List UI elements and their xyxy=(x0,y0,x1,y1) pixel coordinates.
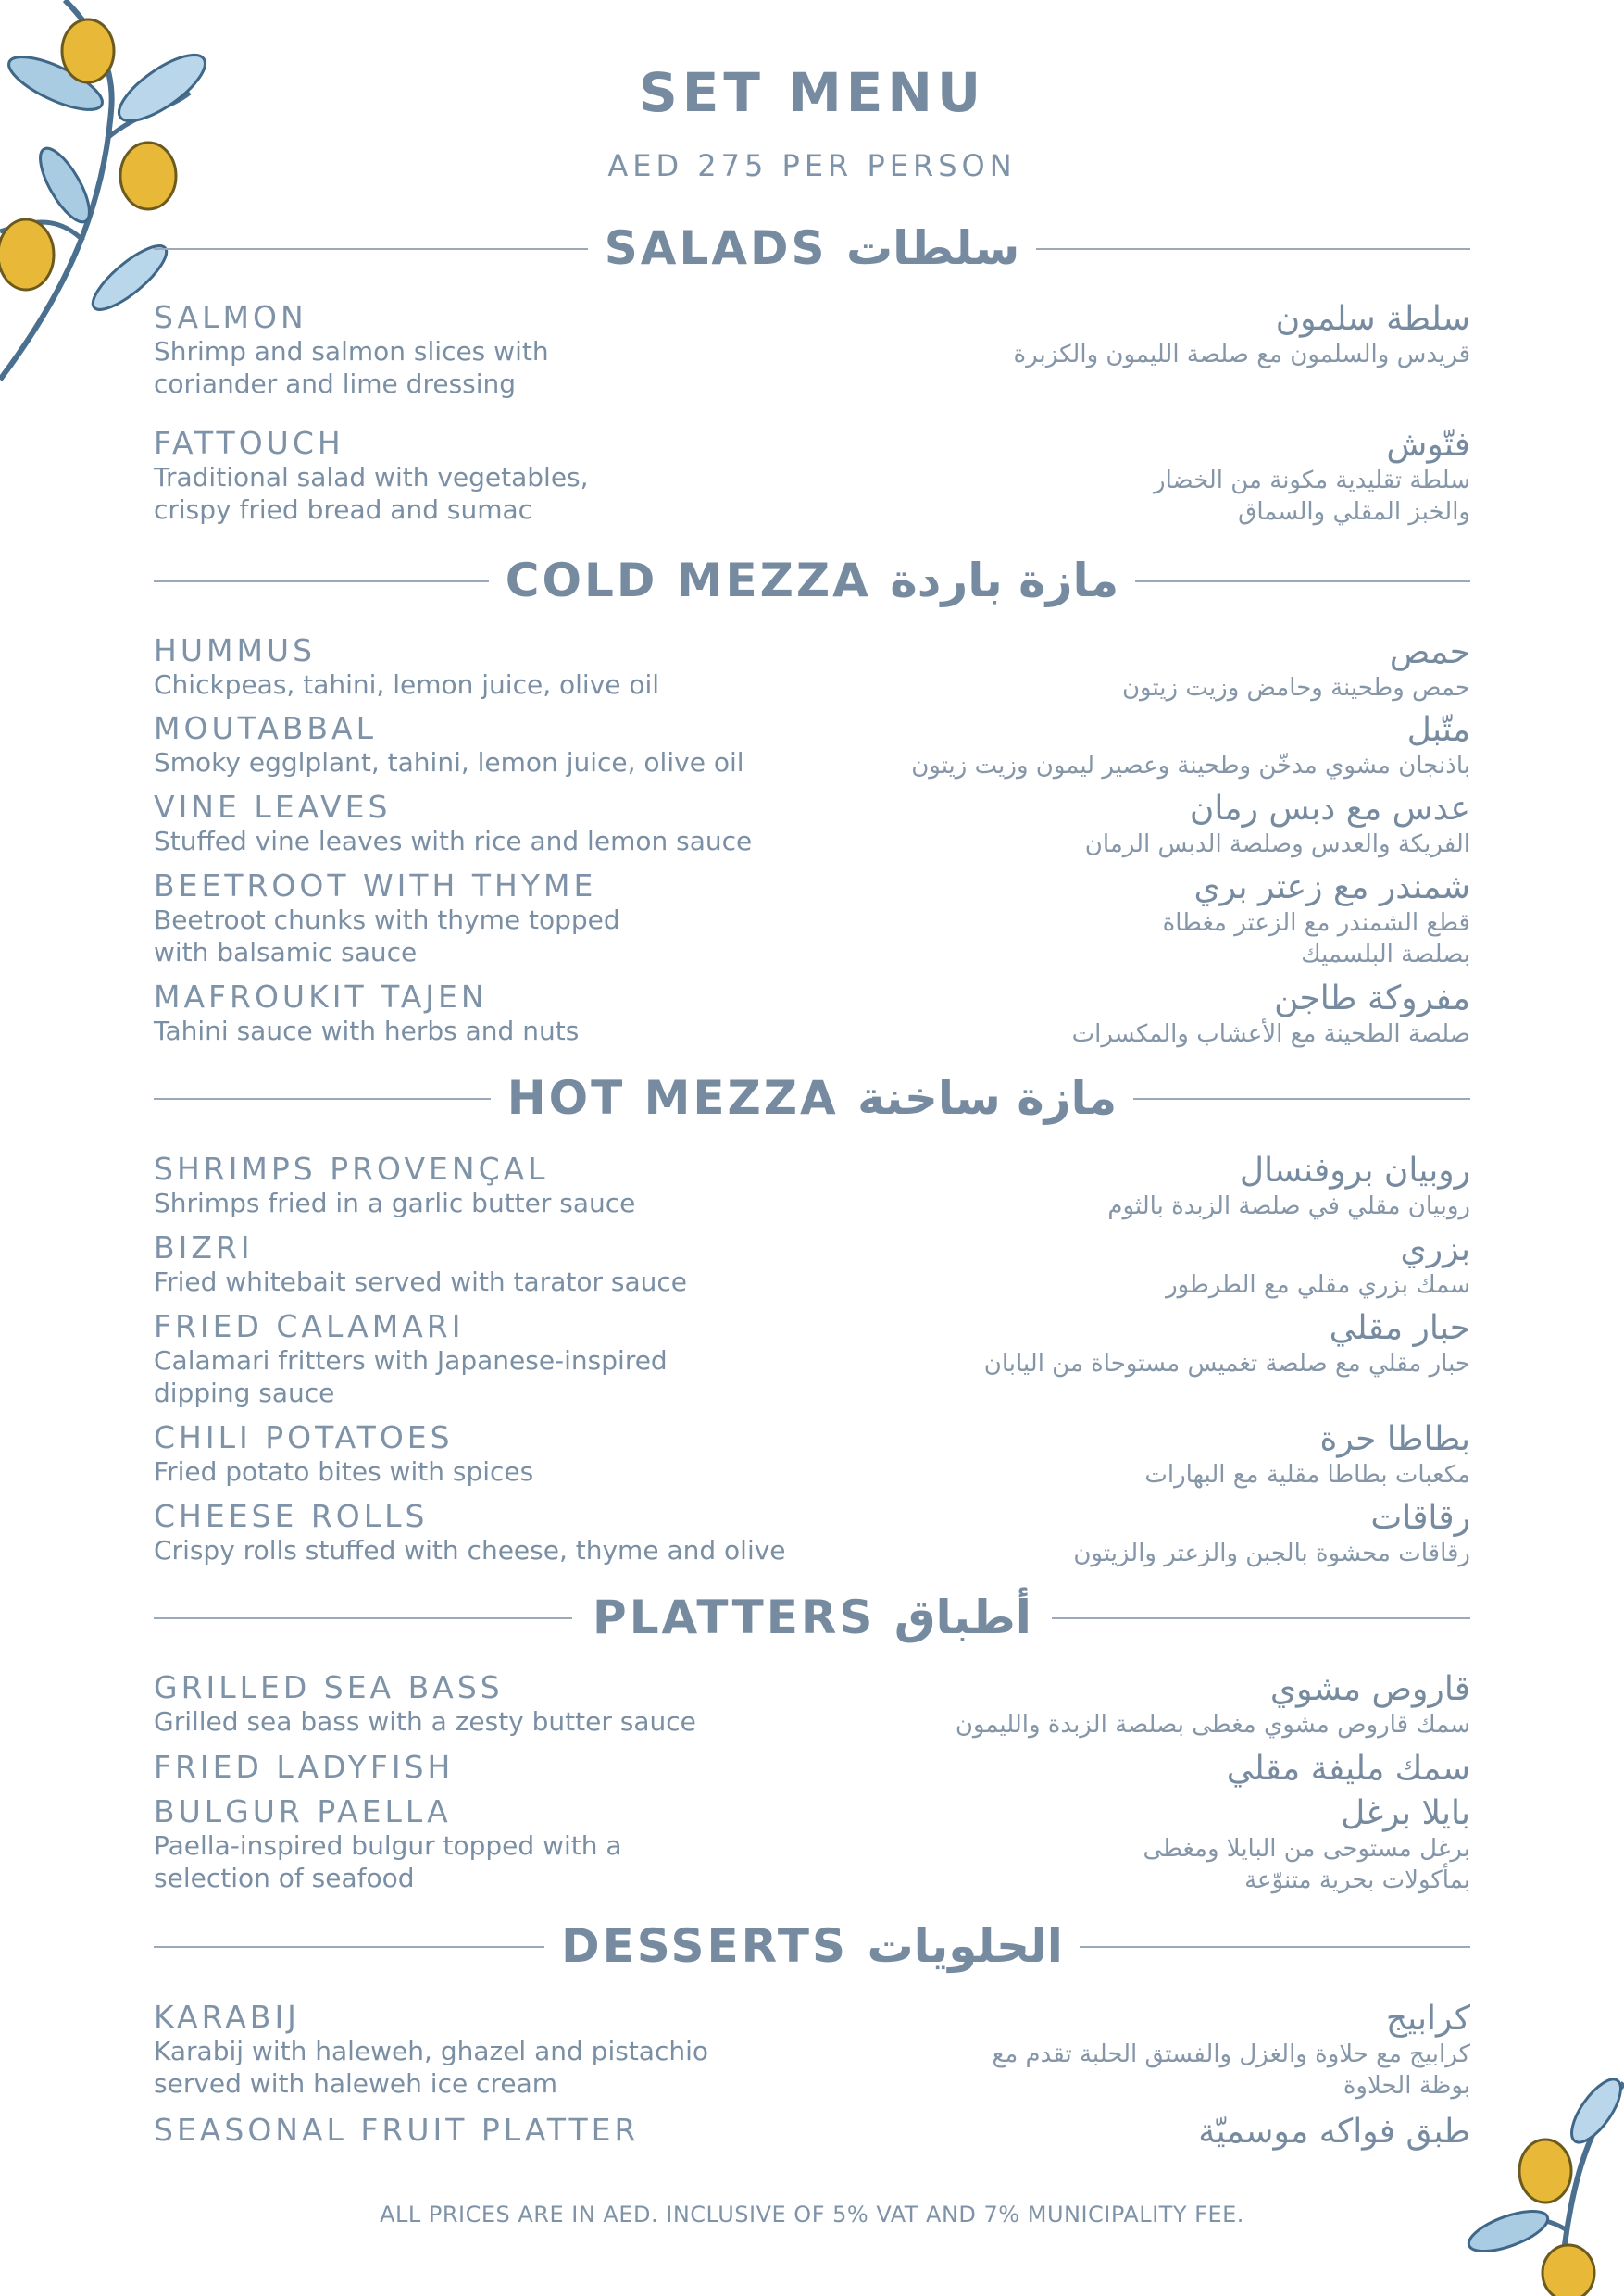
item-desc-ar: مكعبات بطاطا مقلية مع البهارات xyxy=(1144,1461,1470,1489)
item-desc-en: Crispy rolls stuffed with cheese, thyme and olive xyxy=(154,1535,786,1566)
item-desc-en: Paella-inspired bulgur topped with a selection of seafood xyxy=(154,1830,622,1893)
item-name-ar: كرابيج xyxy=(1385,2000,1470,2038)
section-platters-header xyxy=(154,1580,1470,1654)
item-name-ar: عدس مع دبس رمان xyxy=(1189,790,1470,828)
item-desc-ar: سمك بزري مقلي مع الطرطور xyxy=(1166,1271,1470,1299)
item-desc-en: Fried whitebait served with tarator sauce xyxy=(154,1267,688,1297)
item-name-en: MOUTABBAL xyxy=(154,710,378,746)
item-name-en: CHILI POTATOES xyxy=(154,1419,454,1455)
item-desc-ar: سلطة تقليدية مكونة من الخضار والخبز المقلي والسماق xyxy=(1154,467,1470,526)
section-title: SALADS سلطات xyxy=(154,211,1470,285)
item-name-en: FATTOUCH xyxy=(154,425,344,461)
item-desc-en: Beetroot chunks with thyme topped with balsamic sauce xyxy=(154,905,620,967)
footer-note: ALL PRICES ARE IN AED. INCLUSIVE OF 5% VAT AND 7% MUNICIPALITY FEE. xyxy=(380,2202,1244,2227)
item-name-ar: بطاطا حرة xyxy=(1319,1420,1470,1458)
item-desc-en: Tahini sauce with herbs and nuts xyxy=(154,1016,580,1046)
item-desc-en: Stuffed vine leaves with rice and lemon sauce xyxy=(154,826,753,856)
section-title: DESSERTS الحلويات xyxy=(154,1909,1470,1983)
item-name-ar: سلطة سلمون xyxy=(1275,300,1470,338)
item-name-ar: قاروص مشوي xyxy=(1269,1670,1470,1708)
item-desc-en: Grilled sea bass with a zesty butter sauce xyxy=(154,1706,696,1737)
item-desc-en: Shrimp and salmon slices with coriander and lime dressing xyxy=(154,336,549,399)
section-title: PLATTERS أطباق xyxy=(154,1580,1470,1654)
item-desc-ar: برغل مستوحى من البايلا ومغطى بمأكولات بحرية متنوّعة xyxy=(1143,1835,1470,1894)
item-name-en: CHEESE ROLLS xyxy=(154,1498,429,1534)
item-name-ar: حبار مقلي xyxy=(1329,1309,1470,1347)
item-name-en: MAFROUKIT TAJEN xyxy=(154,979,488,1015)
item-name-en: GRILLED SEA BASS xyxy=(154,1669,504,1705)
item-name-en: BEETROOT WITH THYME xyxy=(154,867,597,904)
item-name-en: SHRIMPS PROVENÇAL xyxy=(154,1151,549,1187)
item-name-ar: شمندر مع زعتر بري xyxy=(1193,868,1470,906)
item-desc-en: Traditional salad with vegetables, crispy fried bread and sumac xyxy=(154,462,589,525)
item-name-en: FRIED CALAMARI xyxy=(154,1308,465,1344)
item-desc-ar: قريدس والسلمون مع صلصة الليمون والكزبرة xyxy=(1013,341,1470,368)
item-desc-ar: سمك قاروص مشوي مغطى بصلصة الزبدة والليمون xyxy=(955,1711,1470,1739)
item-name-ar: رقاقات xyxy=(1370,1499,1470,1537)
item-name-ar: متّبل xyxy=(1406,711,1470,749)
item-name-en: VINE LEAVES xyxy=(154,789,392,825)
item-desc-en: Smoky egglplant, tahini, lemon juice, olive oil xyxy=(154,747,744,778)
menu-price: AED 275 PER PERSON xyxy=(607,148,1017,183)
item-name-en: FRIED LADYFISH xyxy=(154,1749,455,1785)
section-title: COLD MEZZA مازة باردة xyxy=(154,543,1470,618)
item-desc-en: Shrimps fried in a garlic butter sauce xyxy=(154,1188,636,1218)
item-desc-ar: صلصة الطحينة مع الأعشاب والمكسرات xyxy=(1071,1020,1470,1048)
item-desc-ar: باذنجان مشوي مدخّن وطحينة وعصير ليمون وزيت زيتون xyxy=(911,752,1470,780)
item-desc-ar: كرابيج مع حلاوة والغزل والفستق الحلبة تقدم مع بوظة الحلاوة xyxy=(992,2040,1470,2100)
item-desc-ar: رقاقات محشوة بالجبن والزعتر والزيتون xyxy=(1073,1540,1470,1567)
section-salads-header xyxy=(154,211,1470,285)
section-title: HOT MEZZA مازة ساخنة xyxy=(154,1061,1470,1135)
item-name-en: HUMMUS xyxy=(154,632,317,668)
section-cold-mezza-header xyxy=(154,543,1470,618)
section-hot-mezza-header xyxy=(154,1061,1470,1135)
item-desc-ar: الفريكة والعدس وصلصة الدبس الرمان xyxy=(1084,830,1470,858)
item-desc-en: Karabij with haleweh, ghazel and pistachio served with haleweh ice cream xyxy=(154,2036,709,2099)
item-name-ar: روبيان بروفنسال xyxy=(1239,1152,1470,1190)
item-desc-ar: روبيان مقلي في صلصة الزبدة بالثوم xyxy=(1107,1192,1470,1220)
item-name-ar: فتّوش xyxy=(1386,426,1470,464)
item-name-ar: طبق فواكه موسميّة xyxy=(1198,2113,1470,2151)
item-name-ar: سمك مليفة مقلي xyxy=(1226,1750,1470,1788)
item-name-en: SEASONAL FRUIT PLATTER xyxy=(154,2112,640,2148)
item-name-en: SALMON xyxy=(154,299,307,335)
item-desc-ar: حبار مقلي مع صلصة تغميس مستوحاة من اليابان xyxy=(983,1350,1470,1378)
item-name-en: BIZRI xyxy=(154,1229,254,1266)
item-desc-en: Chickpeas, tahini, lemon juice, olive oil xyxy=(154,669,660,700)
item-desc-ar: قطع الشمندر مع الزعتر مغطاة بصلصة البلسميك xyxy=(1162,909,1470,968)
section-desserts-header xyxy=(154,1909,1470,1983)
item-name-ar: مفروكة طاجن xyxy=(1274,980,1470,1017)
item-desc-ar: حمص وطحينة وحامض وزيت زيتون xyxy=(1121,674,1470,702)
item-name-ar: بايلا برغل xyxy=(1341,1794,1470,1832)
item-name-ar: بزري xyxy=(1400,1230,1470,1268)
item-desc-en: Calamari fritters with Japanese-inspired dipping sauce xyxy=(154,1345,668,1408)
lemon-branch-illustration-corner xyxy=(1457,2046,1624,2296)
item-name-ar: حمص xyxy=(1389,633,1470,671)
item-desc-en: Fried potato bites with spices xyxy=(154,1456,534,1487)
menu-title: SET MENU xyxy=(638,61,986,124)
item-name-en: BULGUR PAELLA xyxy=(154,1793,452,1829)
item-name-en: KARABIJ xyxy=(154,1999,300,2035)
